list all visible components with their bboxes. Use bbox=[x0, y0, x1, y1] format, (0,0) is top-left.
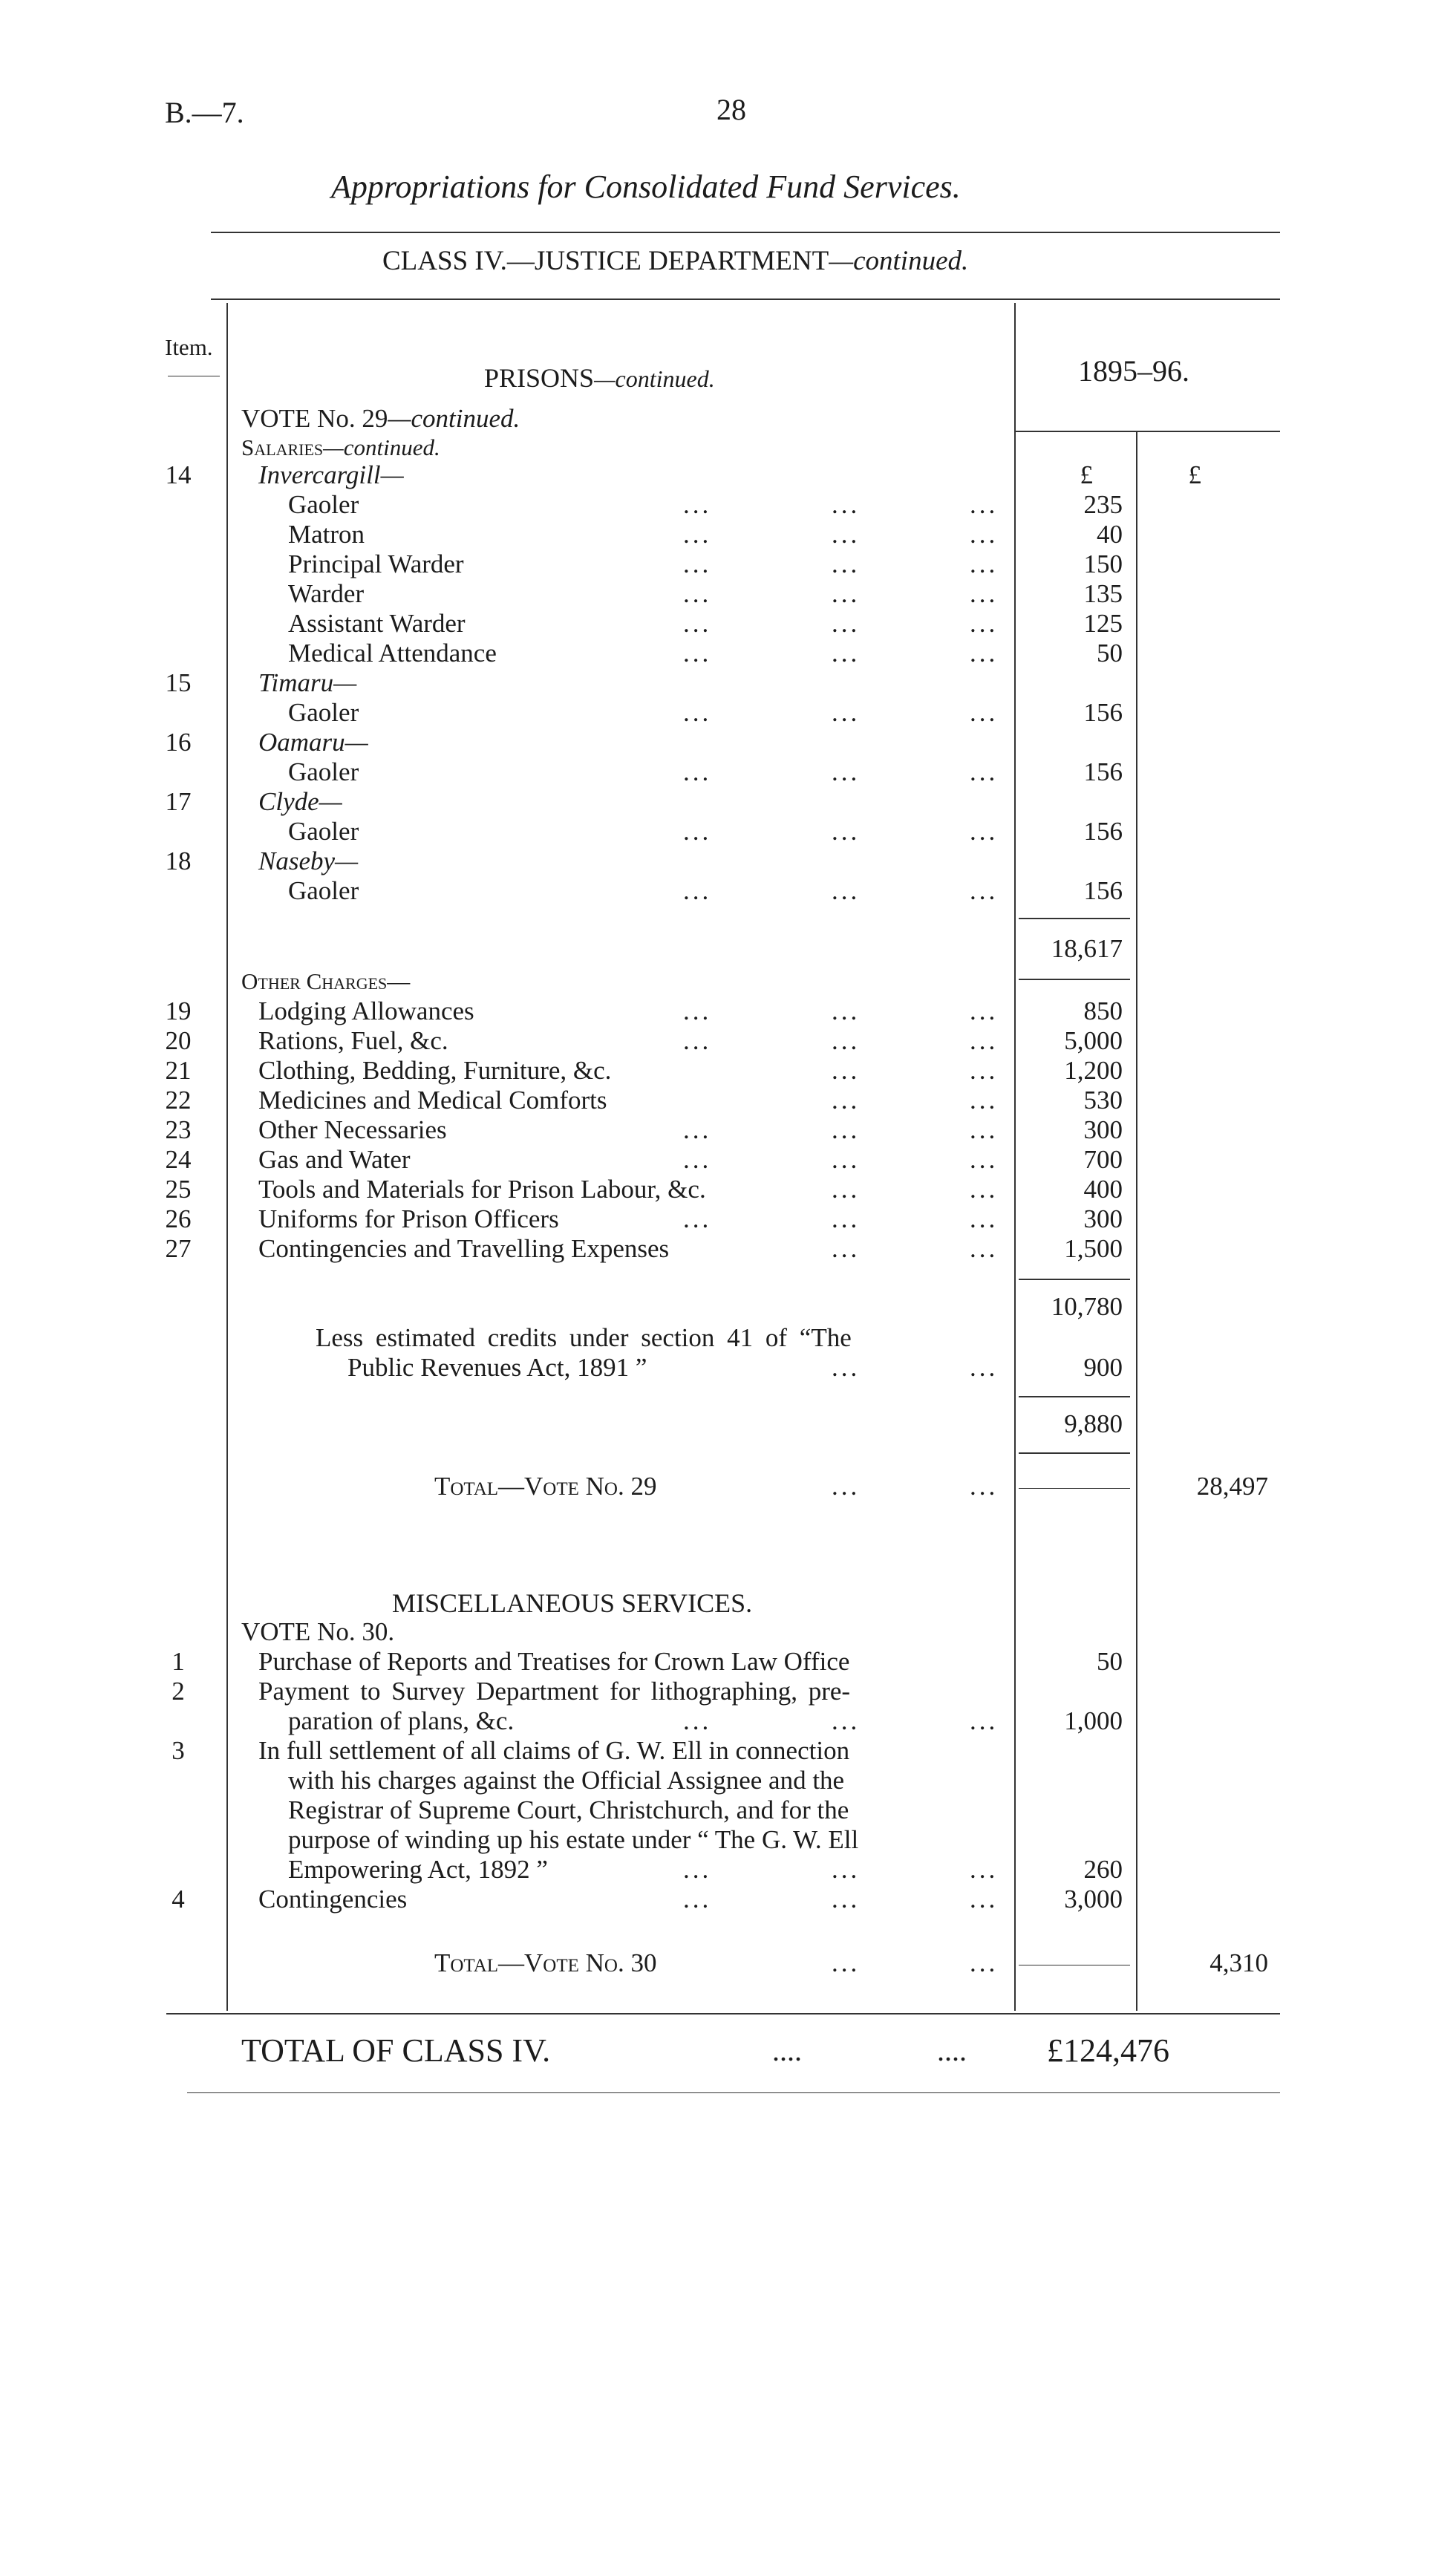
salary-line: Medical Attendance ... ... ... 50 bbox=[288, 639, 1123, 668]
class-rule bbox=[211, 298, 1280, 300]
salary-line: Gaoler ... ... ... 156 bbox=[288, 876, 1123, 905]
subtotal-rule bbox=[1019, 918, 1130, 919]
subtotal-rule bbox=[1019, 1279, 1130, 1280]
salary-line: Principal Warder ... ... ... 150 bbox=[288, 549, 1123, 578]
currency-row: £ £ bbox=[1080, 460, 1201, 489]
item-column-header: Item. bbox=[165, 334, 213, 360]
grand-total-amount: £124,476 bbox=[1047, 2032, 1169, 2069]
vote-29-heading: VOTE No. 29—continued. bbox=[241, 404, 520, 433]
salary-group-naseby: 18 Naseby— bbox=[165, 846, 359, 875]
grand-total-leader: .... bbox=[937, 2034, 967, 2067]
salary-line: Gaoler ... ... ... 156 bbox=[288, 757, 1123, 786]
salary-line: Gaoler ... ... ... 235 bbox=[288, 490, 1123, 519]
page-number: 28 bbox=[716, 93, 746, 126]
salary-line: Gaoler ... ... ... 156 bbox=[288, 698, 1123, 727]
grand-total-leader: .... bbox=[772, 2034, 802, 2067]
misc-item-continuation: with his charges against the Official Assignee and the bbox=[288, 1766, 845, 1795]
other-charge-line: 25 Tools and Materials for Prison Labour, &c. ... ... 400 bbox=[165, 1175, 1123, 1204]
misc-item: 2 Payment to Survey Department for lithographing, pre- bbox=[172, 1677, 851, 1706]
misc-services-heading: MISCELLANEOUS SERVICES. bbox=[392, 1588, 753, 1618]
misc-item: 3 In full settlement of all claims of G. W. Ell in connection bbox=[172, 1736, 850, 1765]
other-charge-line: 21 Clothing, Bedding, Furniture, &c. ... ... 1,200 bbox=[165, 1056, 1123, 1085]
misc-item-continuation: Empowering Act, 1892 ” ... ... ... 260 bbox=[288, 1855, 1123, 1884]
other-charges-heading: Other Charges— bbox=[241, 968, 411, 994]
salary-group-invercargill: 14 Invercargill— bbox=[165, 460, 404, 489]
grand-total-rule bbox=[187, 2092, 1280, 2093]
subtotal-rule bbox=[1019, 1452, 1130, 1454]
vote-30-heading: VOTE No. 30. bbox=[241, 1617, 395, 1646]
document-reference: B.—7. bbox=[165, 96, 244, 129]
table-bottom-rule bbox=[166, 2013, 1280, 2014]
salary-line: Warder ... ... ... 135 bbox=[288, 579, 1123, 608]
misc-item-continuation: Registrar of Supreme Court, Christchurch, and for the bbox=[288, 1795, 849, 1824]
total-vote-30: Total—Vote No. 30 ... ... 4,310 bbox=[434, 1948, 1268, 1977]
net-other-charges: 9,880 bbox=[1064, 1409, 1123, 1438]
salary-line: Assistant Warder ... ... ... 125 bbox=[288, 609, 1123, 638]
prisons-heading: PRISONS—continued. bbox=[484, 363, 715, 393]
salary-group-timaru: 15 Timaru— bbox=[165, 668, 357, 697]
class-heading: CLASS IV.—JUSTICE DEPARTMENT—continued. bbox=[382, 246, 969, 276]
other-charges-subtotal: 10,780 bbox=[1051, 1292, 1123, 1321]
total-dash bbox=[1019, 1488, 1130, 1489]
other-charge-line: 24 Gas and Water ... ... ... 700 bbox=[165, 1145, 1123, 1174]
salary-line: Matron ... ... ... 40 bbox=[288, 520, 1123, 549]
salary-group-oamaru: 16 Oamaru— bbox=[165, 728, 368, 757]
misc-item-continuation: paration of plans, &c. ... ... ... 1,000 bbox=[288, 1706, 1123, 1735]
total-vote-29: Total—Vote No. 29 ... ... 28,497 bbox=[434, 1472, 1268, 1501]
misc-item: 4 Contingencies ... ... ... 3,000 bbox=[172, 1885, 1123, 1914]
salary-line: Gaoler ... ... ... 156 bbox=[288, 817, 1123, 846]
title-rule bbox=[211, 232, 1280, 233]
other-charge-line: 26 Uniforms for Prison Officers ... ... ... 300 bbox=[165, 1204, 1123, 1233]
credits-line-2: Public Revenues Act, 1891 ” ... ... 900 bbox=[347, 1353, 1123, 1382]
credits-line-1: Less estimated credits under section 41 of “The bbox=[316, 1323, 852, 1352]
subtotal-rule bbox=[1019, 1396, 1130, 1397]
other-charge-line: 20 Rations, Fuel, &c. ... ... ... 5,000 bbox=[165, 1026, 1123, 1055]
other-charge-line: 23 Other Necessaries ... ... ... 300 bbox=[165, 1115, 1123, 1144]
page-title: Appropriations for Consolidated Fund Services. bbox=[331, 169, 961, 205]
other-charge-line: 22 Medicines and Medical Comforts ... ... 530 bbox=[165, 1086, 1123, 1115]
misc-item: 1 Purchase of Reports and Treatises for Crown Law Office 50 bbox=[172, 1647, 1123, 1676]
salary-group-clyde: 17 Clyde— bbox=[165, 787, 342, 816]
salaries-subtotal: 18,617 bbox=[1051, 934, 1123, 963]
year-header: 1895–96. bbox=[1078, 354, 1189, 388]
misc-item-continuation: purpose of winding up his estate under “ The G. W. Ell bbox=[288, 1825, 859, 1854]
other-charge-line: 27 Contingencies and Travelling Expenses ... ... 1,500 bbox=[165, 1234, 1123, 1263]
other-charge-line: 19 Lodging Allowances ... ... ... 850 bbox=[165, 996, 1123, 1025]
salaries-heading: Salaries—continued. bbox=[241, 434, 440, 460]
grand-total-label: TOTAL OF CLASS IV. bbox=[241, 2032, 551, 2069]
